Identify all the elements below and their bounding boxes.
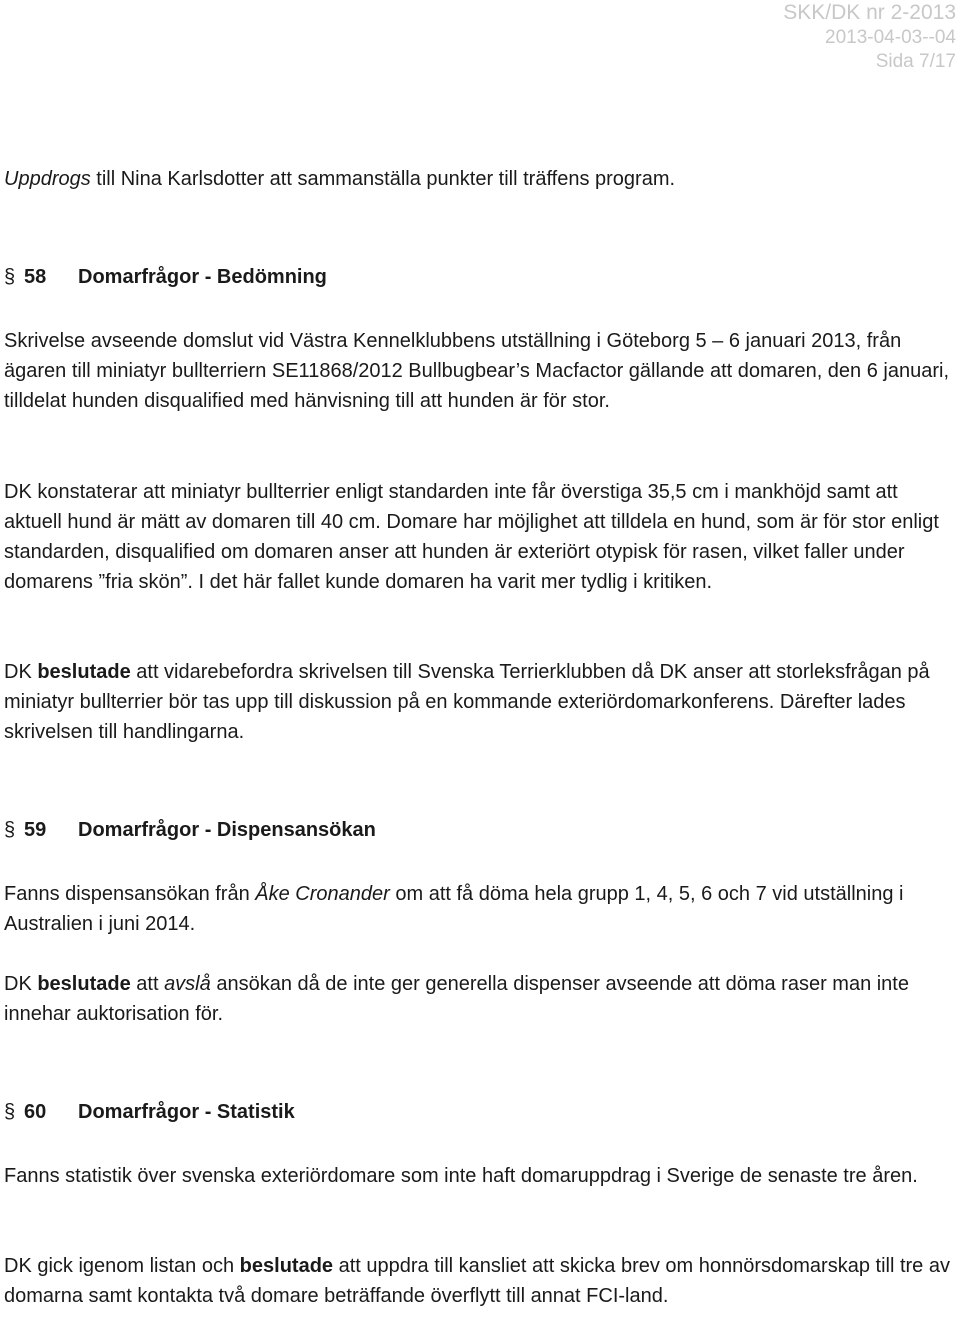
section-60-paragraph-2: [4, 1251, 954, 1311]
text-run: att vidarebefordra skrivelsen till Svenska Terrierklubben då DK anser att storleksfrågan på miniatyr bullterrier bör tas upp till diskussion på en kommande exteriördomarkonferens. Därefter lades skrivelsen till handlingarna.: [4, 661, 930, 743]
section-58-paragraph-3: [4, 657, 954, 747]
section-title: Domarfrågor - Statistik: [78, 1101, 295, 1123]
decision-keyword: beslutade: [37, 661, 131, 683]
document-id: SKK/DK nr 2-2013: [783, 1, 956, 24]
decision-keyword: beslutade: [37, 973, 131, 995]
text-run: DK: [4, 661, 38, 683]
applicant-name: Åke Cronander: [255, 883, 390, 905]
section-symbol: §: [4, 266, 16, 288]
intro-paragraph: [4, 164, 954, 194]
page-header: [783, 0, 956, 74]
text-run: Fanns dispensansökan från: [4, 883, 256, 905]
page-number: Sida 7/17: [875, 51, 956, 72]
section-60-heading: [4, 1097, 954, 1127]
section-title: Domarfrågor - Bedömning: [78, 266, 327, 288]
section-58-heading: [4, 262, 954, 292]
section-symbol: §: [4, 819, 16, 841]
text-run: att: [130, 973, 165, 995]
section-58-paragraph-1: Skrivelse avseende domslut vid Västra Kennelklubbens utställning i Göteborg 5 – 6 januari 2013, från ägaren till miniatyr bullterriern SE11868/2012 Bullbugbear’s Macfactor gällande att domaren, den 6 januari, tilldelat hunden disqualified med hänvisning till att hunden är för stor.: [4, 330, 950, 412]
text-run: DK: [4, 973, 38, 995]
section-59-paragraph-1: [4, 879, 954, 939]
intro-emphasis: Uppdrogs: [4, 168, 91, 190]
intro-text: till Nina Karlsdotter att sammanställa punkter till träffens program.: [90, 168, 676, 190]
section-title: Domarfrågor - Dispensansökan: [78, 819, 376, 841]
section-60-paragraph-1: Fanns statistik över svenska exteriördomare som inte haft domaruppdrag i Sverige de senaste tre åren.: [4, 1165, 918, 1187]
text-run: DK gick igenom listan och: [4, 1255, 240, 1277]
text-run: ansökan då de inte ger generella dispenser avseende att döma raser man inte innehar auktorisation för.: [4, 973, 909, 1025]
decision-keyword: beslutade: [239, 1255, 334, 1277]
section-59-paragraph-2: [4, 969, 954, 1029]
section-number: 58: [24, 266, 47, 288]
decision-emphasis: avslå: [164, 973, 211, 995]
section-58-paragraph-2: DK konstaterar att miniatyr bullterrier enligt standarden inte får överstiga 35,5 cm i mankhöjd samt att aktuell hund är mätt av domaren till 40 cm. Domare har möjlighet att tilldela en hund, som är för stor enligt standarden, disqualified om domaren anser att hunden är exteriört otypisk för rasen, vilket faller under domarens ”fria skön”. I det här fallet kunde domaren ha varit mer tydlig i kritiken.: [4, 481, 939, 593]
section-number: 59: [24, 819, 47, 841]
section-59-heading: [4, 815, 954, 845]
text-run: om att få döma hela grupp 1, 4, 5, 6 och 7 vid utställning i Australien i juni 2014.: [4, 883, 904, 935]
text-run: att uppdra till kansliet att skicka brev om honnörsdomarskap till tre av domarna samt kontakta två domare beträffande överflytt till annat FCI-land.: [4, 1255, 950, 1307]
document-date: 2013-04-03--04: [825, 27, 956, 48]
section-number: 60: [24, 1101, 47, 1123]
section-symbol: §: [4, 1101, 16, 1123]
